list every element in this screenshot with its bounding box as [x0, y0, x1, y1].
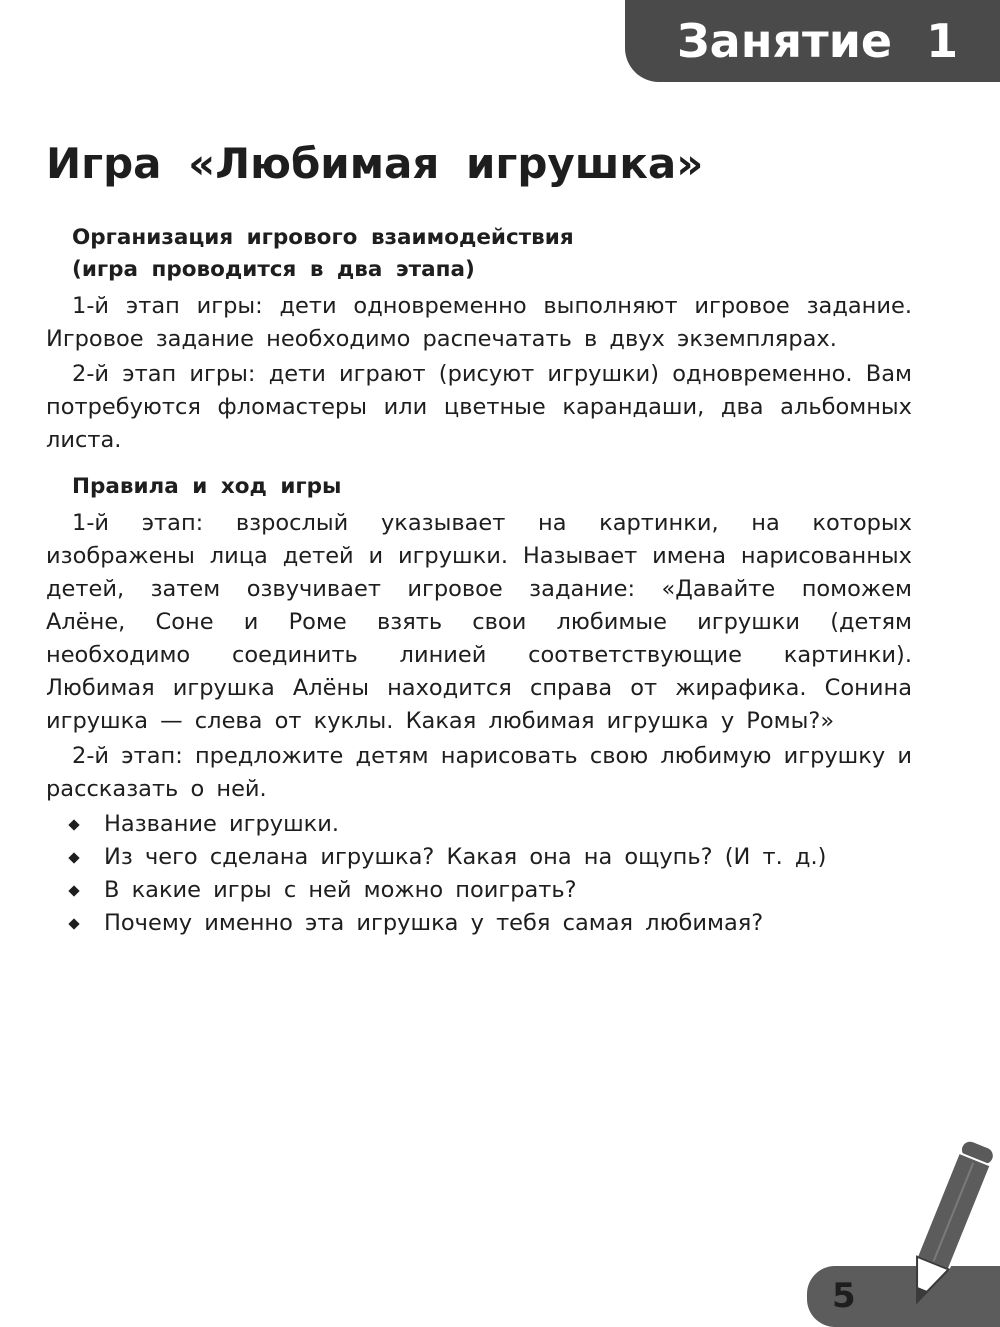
section-heading-line-1: Организация игрового взаимодействия [72, 225, 574, 250]
list-item [46, 841, 912, 874]
list-item [46, 907, 912, 940]
lesson-tab [625, 0, 1000, 82]
list-item-text: Из чего сделана игрушка? Какая она на ощупь? (И т. д.) [104, 844, 827, 870]
diamond-bullet-icon [68, 852, 79, 863]
paragraph-rules-stage-2: 2-й этап: предложите детям нарисовать свою любимую игрушку и рассказать о ней. [46, 743, 912, 802]
paragraph-stage-2: 2-й этап игры: дети играют (рисуют игрушки) одновременно. Вам потребуются фломастеры или цветные карандаши, два альбомных листа. [46, 361, 912, 453]
page-number: 5 [832, 1276, 856, 1316]
list-item-text: В какие игры с ней можно поиграть? [104, 877, 577, 903]
paragraph-stage-1: 1-й этап игры: дети одновременно выполняют игровое задание. Игровое задание необходимо распечатать в двух экземплярах. [46, 293, 912, 352]
pencil-icon [905, 1130, 1000, 1327]
diamond-bullet-icon [68, 819, 79, 830]
list-item-text: Почему именно эта игрушка у тебя самая любимая? [104, 910, 764, 936]
section-heading-rules: Правила и ход игры [72, 474, 342, 499]
section-rules [46, 471, 912, 940]
lesson-label: Занятие 1 [677, 14, 959, 68]
page-title: Игра «Любимая игрушка» [46, 139, 704, 188]
section-heading-line-2: (игра проводится в два этапа) [72, 257, 475, 282]
list-item [46, 874, 912, 907]
content [46, 222, 912, 940]
list-item [46, 808, 912, 841]
question-list [46, 808, 912, 940]
list-item-text: Название игрушки. [104, 811, 340, 837]
section-organization [46, 222, 912, 457]
paragraph-rules-stage-1: 1-й этап: взрослый указывает на картинки, на которых изображены лица детей и игрушки. Называет имена нарисованных детей, затем озвучивает игровое задание: «Давайте поможем Алёне, Соне и Роме взять свои любимые игрушки (детям необходимо соединить линией соответствующие картинки). Любимая игрушка Алёны находится справа от жирафика. Сонина игрушка — слева от куклы. Какая любимая игрушка у Ромы?» [46, 510, 912, 734]
diamond-bullet-icon [68, 918, 79, 929]
diamond-bullet-icon [68, 885, 79, 896]
